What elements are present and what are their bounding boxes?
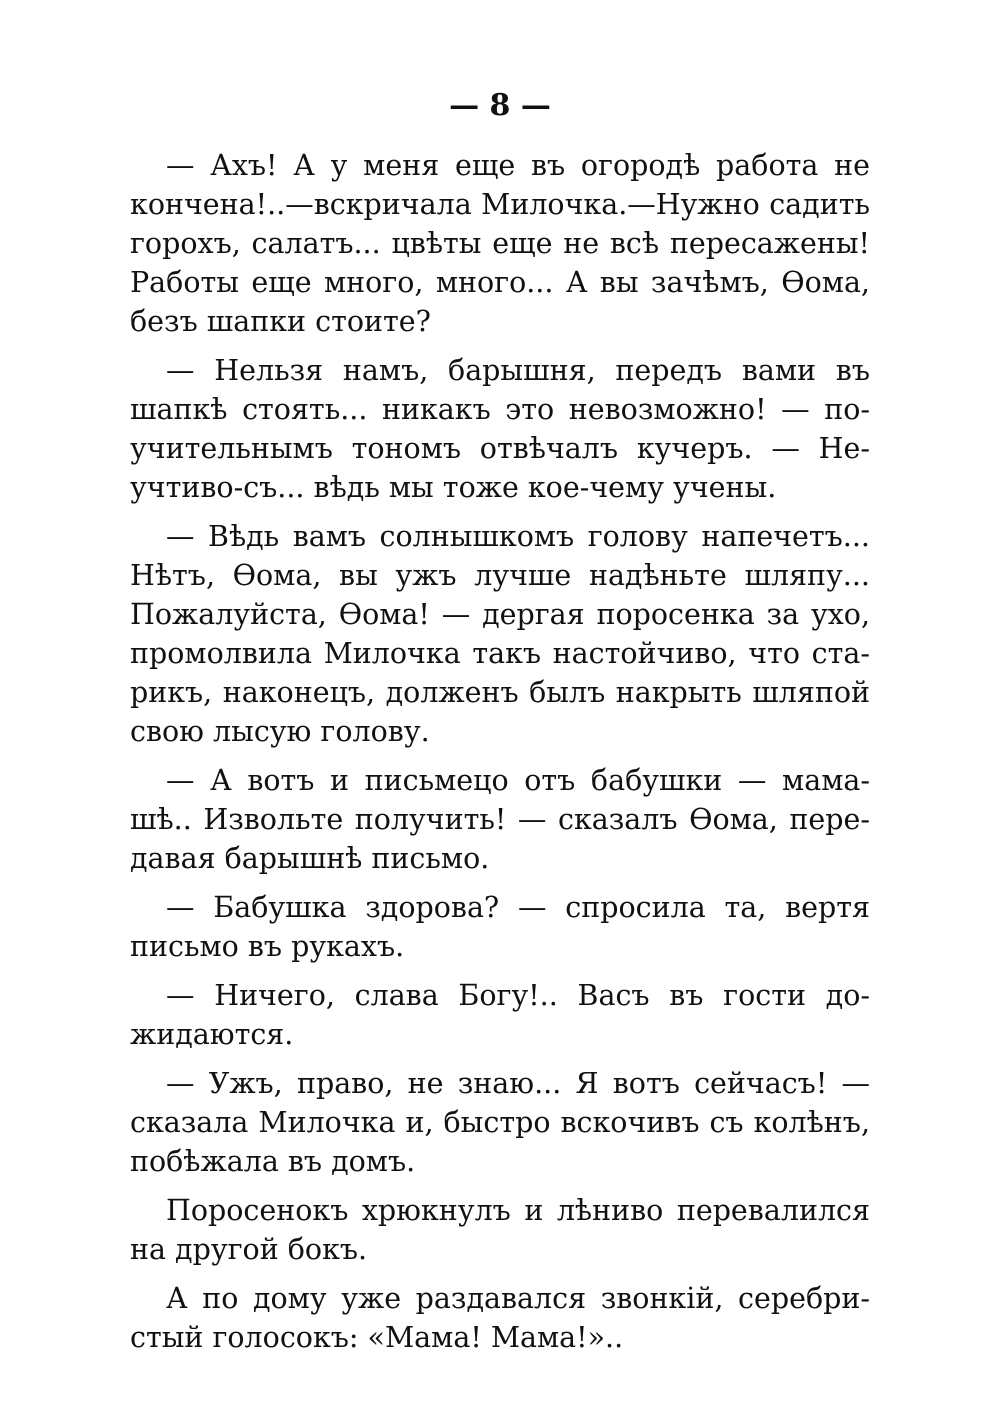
text-line: шѣ.. Извольте получить! — сказалъ Ѳома, пере- [130,803,870,836]
text-line: Нѣтъ, Ѳома, вы ужъ лучше надѣньте шляпу... [130,559,870,592]
text-line: Работы еще много, много... А вы зачѣмъ, Ѳома, [130,266,870,299]
text-line: — Ничего, слава Богу!.. Васъ въ гости до- [166,979,870,1012]
text-line: — Ахъ! А у меня еще въ огородѣ работа не [166,149,870,182]
text-body [130,146,870,1357]
text-line: жидаются. [130,1018,294,1051]
paragraph [130,517,870,751]
paragraph [130,351,870,507]
text-line: рикъ, наконецъ, долженъ былъ накрыть шляпой [130,676,870,709]
text-line: Пожалуйста, Ѳома! — дергая поросенка за ухо, [130,598,870,631]
page-number: — 8 — [449,88,551,123]
text-line: — А вотъ и письмецо отъ бабушки — мама- [166,764,870,797]
paragraph [130,976,870,1054]
text-line: стый голосокъ: «Мама! Мама!».. [130,1321,624,1354]
text-line: горохъ, салатъ... цвѣты еще не всѣ пересажены! [130,227,870,260]
text-line: — Ужъ, право, не знаю... Я вотъ сейчасъ! — [166,1067,870,1100]
text-line: кончена!..—вскричала Милочка.—Нужно садить [130,188,870,221]
text-line: учтиво-съ... вѣдь мы тоже кое-чему учены. [130,471,777,504]
book-page [130,80,870,1367]
text-line: промолвила Милочка такъ настойчиво, что ста- [130,637,870,670]
paragraph [130,1064,870,1181]
paragraph [130,146,870,341]
text-line: — Бабушка здорова? — спросила та, вертя [166,891,870,924]
paragraph [130,1279,870,1357]
paragraph [130,888,870,966]
text-line: — Нельзя намъ, барышня, передъ вами въ [166,354,870,387]
text-line: Поросенокъ хрюкнулъ и лѣниво перевалился [166,1194,870,1227]
text-line: письмо въ рукахъ. [130,930,405,963]
paragraph [130,1191,870,1269]
text-line: безъ шапки стоите? [130,305,431,338]
text-line: А по дому уже раздавался звонкій, серебри- [166,1282,870,1315]
text-line: шапкѣ стоять... никакъ это невозможно! — по- [130,393,870,426]
text-line: свою лысую голову. [130,715,430,748]
text-line: сказала Милочка и, быстро вскочивъ съ колѣнъ, [130,1106,870,1139]
text-line: давая барышнѣ письмо. [130,842,490,875]
text-line: побѣжала въ домъ. [130,1145,416,1178]
text-line: — Вѣдь вамъ солнышкомъ голову напечетъ... [166,520,870,553]
paragraph [130,761,870,878]
text-line: учительнымъ тономъ отвѣчалъ кучеръ. — Не- [130,432,870,465]
text-line: на другой бокъ. [130,1233,368,1266]
